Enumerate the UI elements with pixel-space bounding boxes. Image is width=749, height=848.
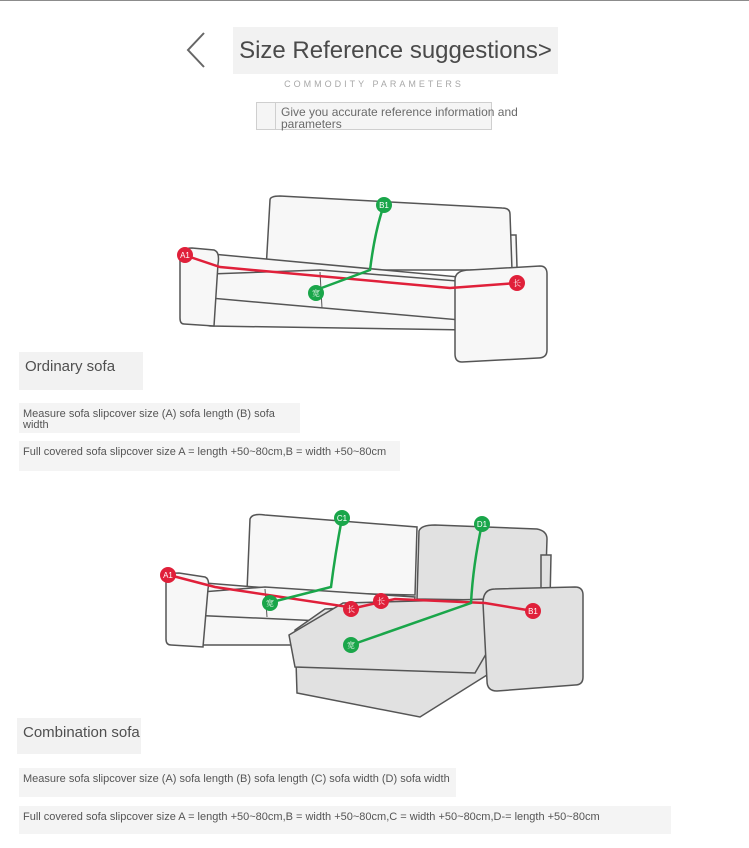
- ordinary-fullcover-text: Full covered sofa slipcover size A = length +50~80cm,B = width +50~80cm: [19, 441, 400, 471]
- marker-wide-chaise-label: 宽: [347, 641, 355, 650]
- info-box: [256, 102, 518, 131]
- combination-sofa-label: Combination sofa: [17, 718, 141, 754]
- marker-b1-label: B1: [528, 607, 538, 616]
- right-arm: [483, 587, 583, 691]
- top-divider: [0, 0, 749, 1]
- info-text: Give you accurate reference information and parameters: [281, 105, 518, 131]
- marker-wide-label: 宽: [312, 289, 320, 298]
- marker-a1-label: A1: [180, 251, 190, 260]
- marker-c1-label: C1: [336, 514, 348, 523]
- marker-long-right-label: 长: [377, 597, 385, 606]
- marker-b1-label: B1: [379, 201, 389, 210]
- marker-a1-label: A1: [163, 571, 173, 580]
- ordinary-measure-text: Measure sofa slipcover size (A) sofa length (B) sofa width: [19, 403, 300, 433]
- commodity-parameters-subtitle: COMMODITY PARAMETERS: [284, 79, 464, 89]
- right-arm: [455, 266, 547, 362]
- marker-wide-left-label: 宽: [266, 599, 274, 608]
- combo-sofa-body: [166, 515, 583, 718]
- info-box-divider: [275, 103, 276, 129]
- page-title: Size Reference suggestions>: [233, 27, 558, 74]
- marker-d1-label: D1: [476, 520, 488, 529]
- ordinary-sofa-illustration: [170, 190, 555, 365]
- ordinary-sofa-label: Ordinary sofa: [19, 352, 143, 390]
- marker-long-mid-label: 长: [347, 605, 355, 614]
- combination-fullcover-text: Full covered sofa slipcover size A = length +50~80cm,B = width +50~80cm,C = width +50~80cm,D-= length +50~80cm: [19, 806, 671, 834]
- back-chevron-icon[interactable]: [184, 30, 214, 70]
- combination-measure-text: Measure sofa slipcover size (A) sofa length (B) sofa length (C) sofa width (D) sofa width: [19, 768, 456, 797]
- marker-long-label: 长: [513, 279, 521, 288]
- combination-sofa-illustration: [155, 505, 590, 720]
